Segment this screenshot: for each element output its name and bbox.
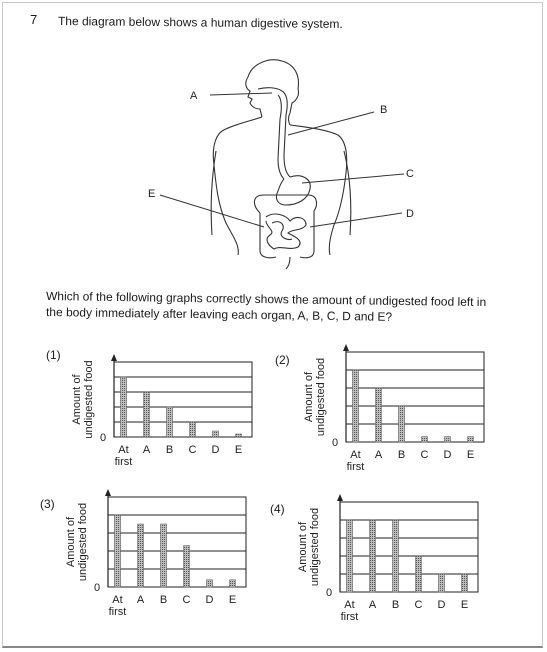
- torso-right: [290, 125, 347, 255]
- x-tick-label: C: [420, 449, 429, 461]
- x-tick-label: B: [159, 594, 168, 606]
- question-prompt-line2: the body immediately after leaving each organ, A, B, C, D and E?: [45, 305, 393, 324]
- x-tick-label: At first: [108, 594, 127, 618]
- bar: [462, 574, 468, 592]
- question-stem: The diagram below shows a human digestive system.: [57, 14, 343, 31]
- x-tick-label: B: [391, 599, 400, 611]
- bar: [416, 556, 422, 592]
- x-tick-label: A: [142, 444, 151, 456]
- torso-left: [213, 117, 262, 255]
- option-label-1: (1): [46, 348, 61, 362]
- x-tick-label: C: [414, 599, 423, 611]
- bar: [207, 580, 213, 587]
- diagram-label-e: E: [148, 188, 156, 200]
- bar: [347, 520, 353, 592]
- bar: [190, 422, 196, 437]
- x-tick-label: At first: [346, 449, 365, 473]
- bar: [422, 437, 428, 442]
- x-tick-label: D: [443, 449, 452, 461]
- x-tick-label: D: [437, 599, 446, 611]
- head-outline: [248, 60, 299, 125]
- y-zero-label: 0: [326, 587, 333, 599]
- x-tick-label: B: [397, 449, 406, 461]
- x-tick-label: D: [205, 594, 214, 606]
- bar-chart-option-3: [64, 487, 254, 627]
- bar: [213, 431, 219, 437]
- option-label-2: (2): [275, 353, 290, 367]
- x-tick-label: D: [211, 444, 220, 456]
- y-axis-arrow: [105, 489, 111, 496]
- bar: [393, 520, 399, 592]
- x-tick-label: At first: [340, 599, 359, 623]
- x-tick-label: B: [165, 444, 174, 456]
- face-outline: [246, 77, 262, 117]
- question-prompt: [45, 288, 516, 324]
- x-tick-label: C: [182, 594, 191, 606]
- plot-frame: [108, 497, 246, 587]
- diagram-label-c: C: [406, 168, 414, 180]
- question-prompt-line1: Which of the following graphs correctly shows the amount of undigested food left in: [45, 289, 487, 310]
- y-axis-label: Amount ofundigested food: [71, 360, 95, 439]
- y-axis-label: Amount ofundigested food: [65, 502, 89, 582]
- bar-chart-option-4: [296, 492, 486, 632]
- y-zero-label: 0: [94, 582, 101, 594]
- bar: [115, 515, 121, 587]
- bar: [370, 520, 376, 592]
- x-tick-label: E: [466, 449, 475, 461]
- bar: [144, 392, 150, 437]
- bar: [399, 406, 405, 442]
- bar: [439, 574, 445, 592]
- diagram-label-a: A: [190, 90, 198, 102]
- rectum: [286, 257, 290, 269]
- x-tick-label: C: [188, 444, 197, 456]
- bar: [184, 546, 190, 587]
- small-intestine: [266, 214, 306, 249]
- x-tick-label: A: [136, 594, 145, 606]
- bar: [138, 524, 144, 587]
- option-label-4: (4): [270, 502, 285, 516]
- x-tick-label: E: [228, 594, 237, 606]
- bar: [167, 407, 173, 437]
- x-tick-label: E: [234, 444, 243, 456]
- question-number: 7: [30, 12, 38, 27]
- plot-frame: [340, 502, 478, 592]
- diagram-label-b: B: [380, 104, 388, 116]
- x-tick-label: At first: [114, 444, 133, 468]
- y-zero-label: 0: [332, 437, 339, 449]
- plot-frame: [346, 352, 484, 442]
- bar: [353, 370, 359, 442]
- bar-chart-option-2: [302, 342, 492, 482]
- bar: [376, 388, 382, 442]
- bar: [230, 580, 236, 587]
- oesophagus: [258, 88, 290, 177]
- x-tick-label: E: [460, 599, 469, 611]
- bar: [121, 377, 127, 437]
- y-axis-arrow: [337, 494, 343, 501]
- bar: [161, 524, 167, 587]
- option-label-3: (3): [40, 497, 55, 511]
- stomach: [276, 176, 310, 205]
- y-axis-label: Amount ofundigested food: [303, 357, 327, 437]
- bar: [468, 437, 474, 442]
- plot-frame: [114, 362, 252, 437]
- x-tick-label: A: [374, 449, 383, 461]
- bar: [445, 437, 451, 442]
- digestive-system-diagram: [140, 55, 440, 270]
- diagram-label-d: D: [406, 208, 414, 220]
- bar-chart-option-1: [70, 352, 260, 477]
- x-tick-label: A: [368, 599, 377, 611]
- y-axis-arrow: [111, 354, 117, 361]
- y-zero-label: 0: [100, 432, 107, 444]
- y-axis-label: Amount ofundigested food: [297, 507, 321, 587]
- y-axis-arrow: [343, 344, 349, 351]
- bar: [236, 434, 242, 437]
